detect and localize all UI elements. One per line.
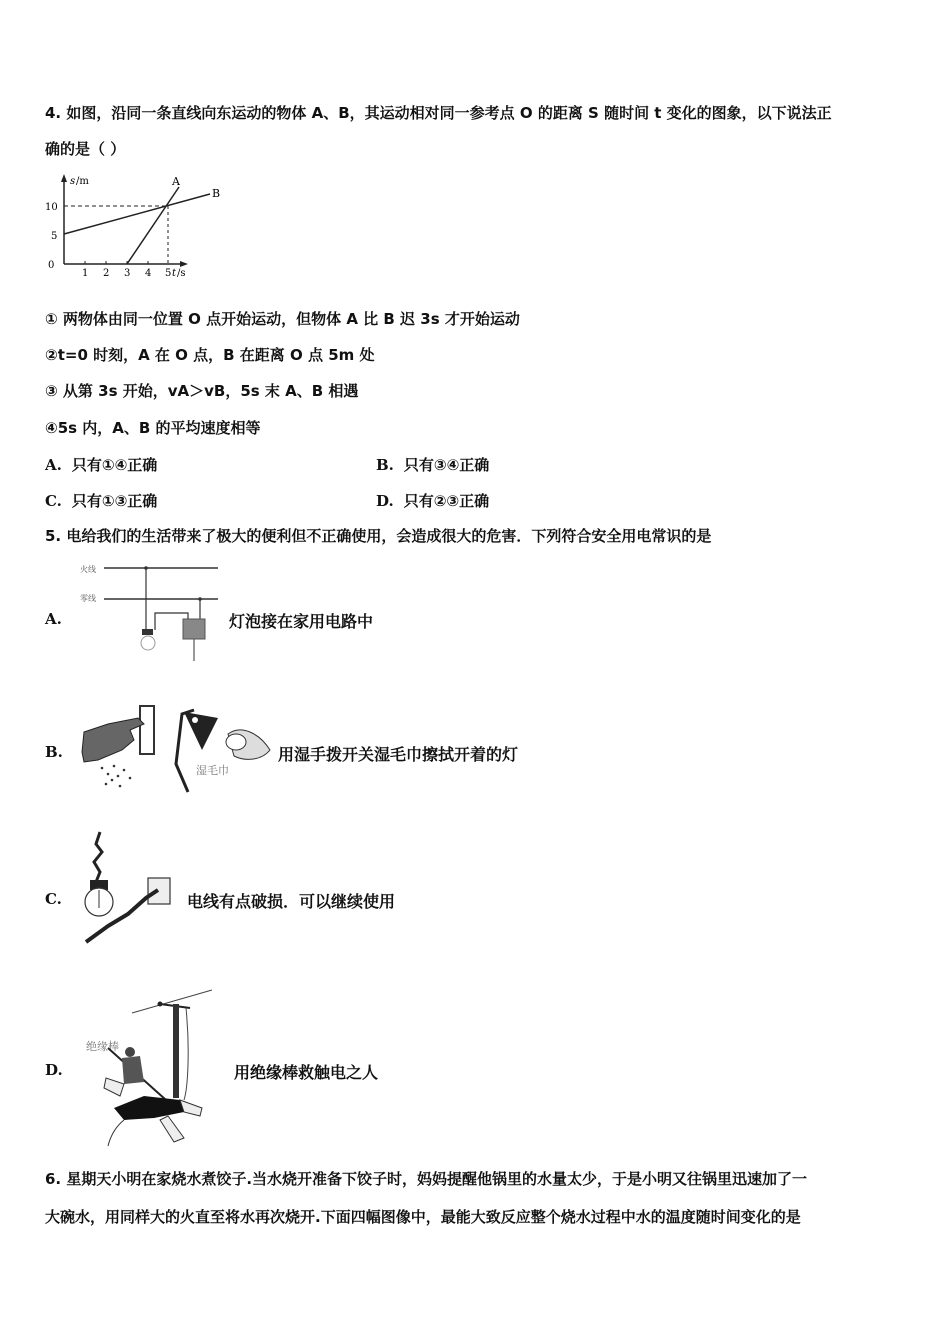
q5-option-a-letter[interactable]: A. — [45, 610, 62, 628]
svg-text:火线: 火线 — [80, 565, 96, 574]
circuit-diagram — [76, 557, 224, 662]
svg-text:2: 2 — [103, 268, 110, 279]
svg-text:5: 5 — [165, 268, 172, 279]
insulated-rod-rescue-illustration — [84, 988, 214, 1148]
q4-stem-line1: 4. 如图，沿同一条直线向东运动的物体 A、B，其运动相对同一参考点 O 的距离 S 随时间 t 变化的图象，以下说法正 — [45, 104, 832, 122]
q6-stem-line1: 6. 星期天小明在家烧水煮饺子.当水烧开准备下饺子时，妈妈提醒他锅里的水量太少，于是小明又往锅里迅速加了一 — [45, 1170, 808, 1188]
svg-text:5: 5 — [51, 231, 58, 242]
q4-statement-2: ②t=0 时刻，A 在 O 点，B 在距离 O 点 5m 处 — [45, 346, 375, 364]
option-text: 只有②③正确 — [403, 492, 490, 510]
q5-stem: 5. 电给我们的生活带来了极大的便利但不正确使用，会造成很大的危害．下列符合安全用电常识的是 — [45, 527, 712, 545]
q4-statement-1: ① 两物体由同一位置 O 点开始运动，但物体 A 比 B 迟 3s 才开始运动 — [45, 310, 520, 328]
svg-text:/s: /s — [177, 268, 186, 279]
option-text: 只有①④正确 — [71, 456, 158, 474]
q5-option-d-text: 用绝缘棒救触电之人 — [234, 1063, 379, 1082]
svg-text:1: 1 — [82, 268, 89, 279]
option-text: 只有①③正确 — [71, 492, 158, 510]
svg-text:3: 3 — [124, 268, 131, 279]
q5-option-d-letter[interactable]: D. — [45, 1061, 63, 1079]
q5-option-c-text: 电线有点破损．可以继续使用 — [187, 892, 396, 911]
svg-text:4: 4 — [145, 268, 152, 279]
svg-text:/m: /m — [76, 176, 89, 187]
option-letter: A. — [45, 456, 62, 474]
q4-stem-line2: 确的是（ ） — [45, 140, 126, 158]
svg-text:绝缘棒: 绝缘棒 — [86, 1040, 119, 1053]
q4-option-b[interactable] — [376, 454, 489, 475]
wet-hands-illustration — [78, 704, 273, 799]
q4-option-a[interactable] — [45, 454, 157, 475]
svg-text:湿毛巾: 湿毛巾 — [196, 764, 229, 777]
svg-text:s: s — [70, 176, 76, 187]
q5-option-c-letter[interactable]: C. — [45, 890, 62, 908]
svg-text:t: t — [172, 268, 177, 279]
option-text: 只有③④正确 — [403, 456, 490, 474]
s-t-graph — [44, 172, 224, 280]
svg-text:10: 10 — [45, 202, 58, 213]
option-letter: B. — [376, 456, 394, 474]
q5-option-a-text: 灯泡接在家用电路中 — [229, 612, 374, 631]
damaged-wire-illustration — [78, 830, 183, 945]
svg-text:A: A — [172, 175, 180, 188]
q6-stem-line2: 大碗水，用同样大的火直至将水再次烧开.下面四幅图像中，最能大致反应整个烧水过程中水的温度随时间变化的是 — [45, 1208, 801, 1226]
svg-text:0: 0 — [48, 260, 55, 271]
option-letter: C. — [45, 492, 62, 510]
svg-text:B: B — [212, 187, 221, 200]
q4-statement-4: ④5s 内，A、B 的平均速度相等 — [45, 419, 261, 437]
option-letter: D. — [376, 492, 394, 510]
q5-option-b-text: 用湿手拨开关湿毛巾擦拭开着的灯 — [278, 745, 519, 764]
q4-option-d[interactable] — [376, 490, 489, 511]
q4-option-c[interactable] — [45, 490, 157, 511]
q4-statement-3: ③ 从第 3s 开始，vA＞vB，5s 末 A、B 相遇 — [45, 382, 359, 400]
svg-text:零线: 零线 — [80, 594, 96, 603]
q5-option-b-letter[interactable]: B. — [45, 743, 63, 761]
